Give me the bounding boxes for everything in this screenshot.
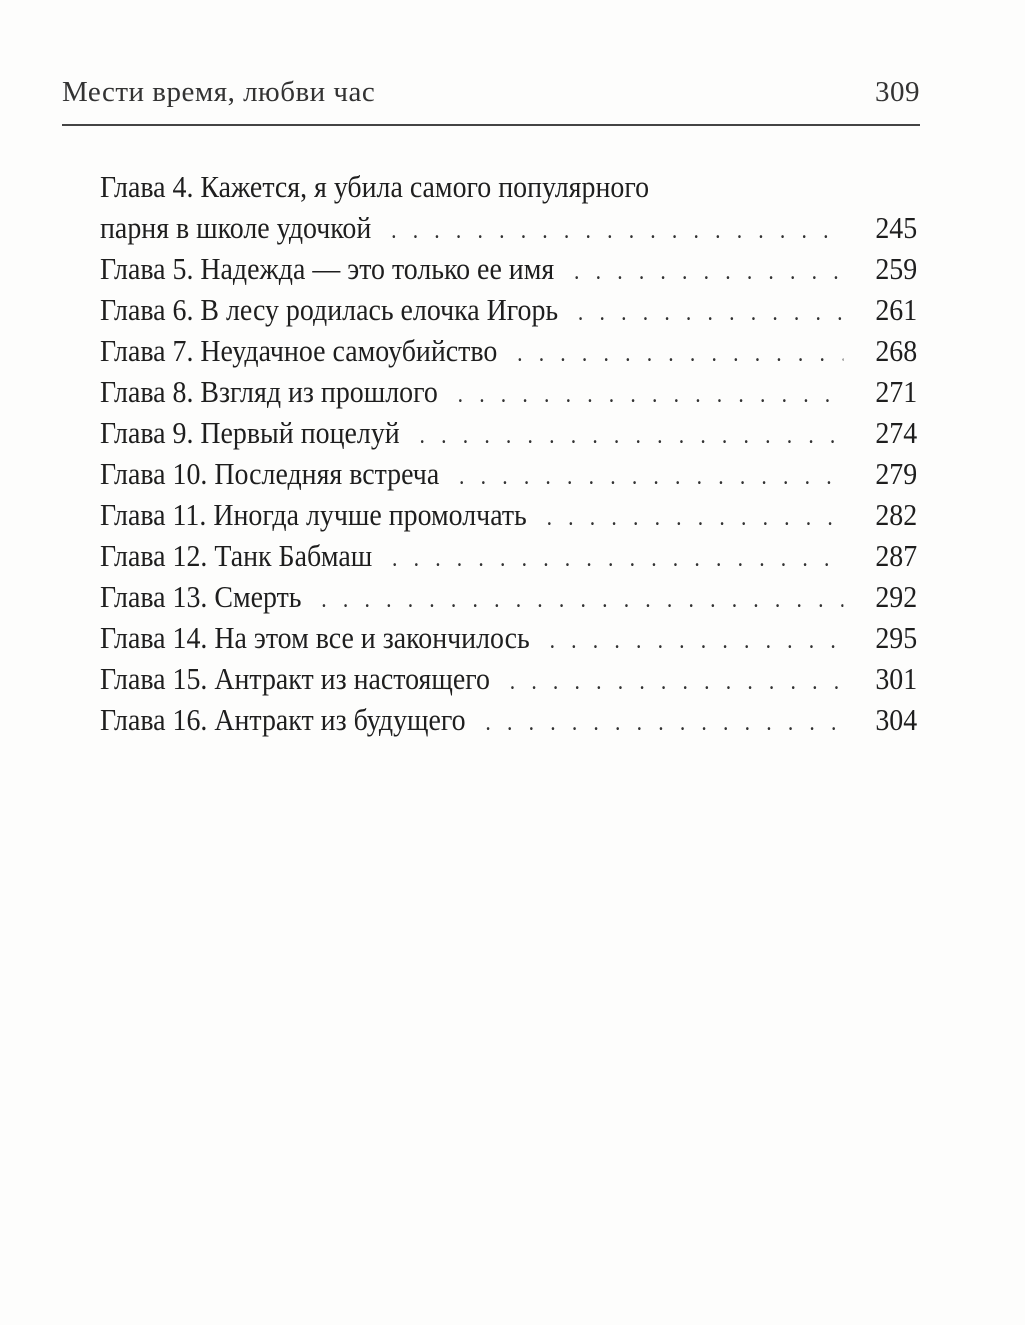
toc-page: 287 <box>875 538 918 573</box>
toc-entry <box>100 453 917 494</box>
toc-entry <box>100 371 917 412</box>
toc-title: Глава 5. Надежда — это только ее имя <box>100 251 555 286</box>
table-of-contents <box>100 166 918 740</box>
dot-leader <box>578 293 843 334</box>
header-rule <box>62 124 920 126</box>
toc-title: Глава 7. Неудачное самоубийство <box>100 333 498 368</box>
running-title: Мести время, любви час <box>62 76 376 108</box>
dot-leader <box>420 416 844 457</box>
toc-entry <box>100 207 917 248</box>
dot-leader <box>510 662 844 703</box>
toc-entry <box>100 576 917 617</box>
toc-title: Глава 10. Последняя встреча <box>100 456 440 491</box>
toc-entry <box>100 330 917 371</box>
dot-leader <box>485 703 843 744</box>
toc-title: Глава 4. Кажется, я убила самого популярного <box>100 169 650 204</box>
toc-title: Глава 8. Взгляд из прошлого <box>100 374 438 409</box>
dot-leader <box>547 498 844 539</box>
toc-page: 304 <box>875 702 918 737</box>
toc-entry <box>100 248 917 289</box>
toc-page: 295 <box>875 620 918 655</box>
dot-leader <box>321 580 843 621</box>
dot-leader <box>574 252 843 293</box>
toc-entry <box>100 535 917 576</box>
toc-title: Глава 13. Смерть <box>100 579 302 614</box>
toc-entry <box>100 617 917 658</box>
toc-title: Глава 16. Антракт из будущего <box>100 702 466 737</box>
toc-title: Глава 11. Иногда лучше промолчать <box>100 497 527 532</box>
dot-leader <box>458 375 844 416</box>
toc-page: 259 <box>875 251 918 286</box>
running-header <box>62 76 920 109</box>
dot-leader <box>391 211 843 252</box>
toc-entry-4-line1 <box>100 166 917 207</box>
toc-page: 261 <box>875 292 918 327</box>
toc-page: 279 <box>875 456 918 491</box>
toc-page: 301 <box>875 661 918 696</box>
toc-entry <box>100 699 917 740</box>
toc-title: Глава 14. На этом все и закончилось <box>100 620 530 655</box>
toc-title: Глава 6. В лесу родилась елочка Игорь <box>100 292 559 327</box>
toc-page: 268 <box>875 333 918 368</box>
page-number: 309 <box>875 76 920 108</box>
toc-page: 282 <box>875 497 918 532</box>
toc-title: Глава 9. Первый поцелуй <box>100 415 400 450</box>
toc-entry <box>100 494 917 535</box>
dot-leader <box>550 621 844 662</box>
toc-page: 271 <box>875 374 918 409</box>
toc-page: 245 <box>875 210 918 245</box>
toc-title: Глава 12. Танк Бабмаш <box>100 538 373 573</box>
dot-leader <box>459 457 843 498</box>
dot-leader <box>517 334 843 375</box>
toc-page: 274 <box>875 415 918 450</box>
toc-title: парня в школе удочкой <box>100 210 372 245</box>
toc-page: 292 <box>875 579 918 614</box>
toc-title: Глава 15. Антракт из настоящего <box>100 661 490 696</box>
toc-entry <box>100 412 917 453</box>
toc-entry <box>100 658 917 699</box>
toc-entry <box>100 289 917 330</box>
dot-leader <box>392 539 843 580</box>
